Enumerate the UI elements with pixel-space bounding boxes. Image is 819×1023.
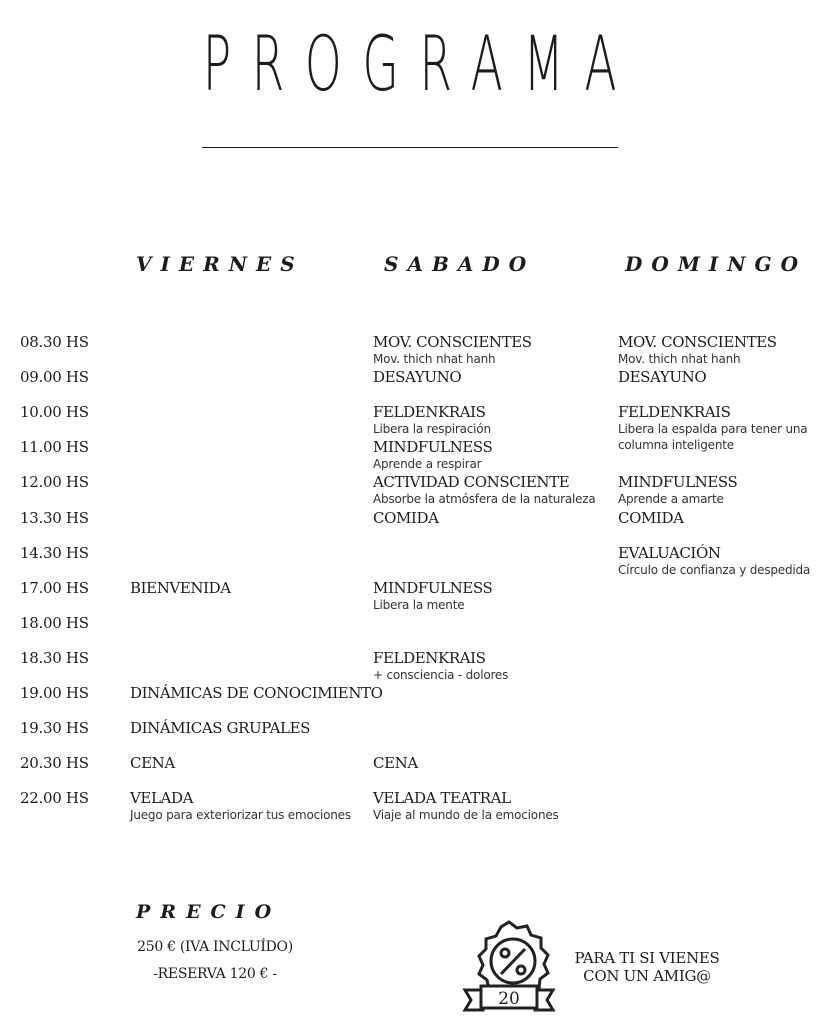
activity-title: FELDENKRAIS — [373, 649, 486, 667]
activity-description: Juego para exteriorizar tus emociones — [130, 808, 351, 822]
activity-cell-fri — [130, 719, 370, 737]
time-slot: 08.30 HS — [20, 333, 89, 351]
price-deposit: -RESERVA 120 € - — [153, 966, 277, 982]
activity-description: Mov. thich nhat hanh — [618, 352, 741, 366]
activity-title: COMIDA — [618, 509, 684, 527]
activity-cell-sat — [373, 368, 613, 386]
activity-description: Libera la espalda para tener una columna inteligente — [618, 422, 808, 452]
activity-title: CENA — [130, 754, 175, 772]
activity-cell-fri — [130, 754, 370, 772]
activity-title: MOV. CONSCIENTES — [373, 333, 532, 351]
activity-title: DINÁMICAS DE CONOCIMIENTO — [130, 684, 383, 702]
activity-title: MOV. CONSCIENTES — [618, 333, 777, 351]
activity-cell-sat — [373, 438, 613, 472]
activity-description: Mov. thich nhat hanh — [373, 352, 496, 366]
badge-number: 20 — [498, 989, 520, 1009]
time-slot: 19.00 HS — [20, 684, 89, 702]
activity-description: + consciencia - dolores — [373, 668, 509, 682]
day-header-domingo: DOMINGO — [625, 252, 808, 276]
activity-cell-sun — [618, 403, 819, 453]
activity-title: VELADA TEATRAL — [373, 789, 511, 807]
activity-description: Aprende a respirar — [373, 457, 482, 471]
activity-title: COMIDA — [373, 509, 439, 527]
activity-title: MINDFULNESS — [373, 579, 493, 597]
activity-title: FELDENKRAIS — [618, 403, 731, 421]
title-divider — [202, 147, 618, 148]
activity-title: DESAYUNO — [618, 368, 707, 386]
activity-description: Aprende a amarte — [618, 492, 724, 506]
activity-cell-sun — [618, 509, 819, 527]
activity-cell-sat — [373, 333, 613, 367]
activity-cell-sat — [373, 789, 613, 823]
time-slot: 10.00 HS — [20, 403, 89, 421]
time-slot: 12.00 HS — [20, 473, 89, 491]
activity-title: DINÁMICAS GRUPALES — [130, 719, 310, 737]
price-amount: 250 € (IVA INCLUÍDO) — [137, 939, 293, 955]
activity-title: VELADA — [130, 789, 194, 807]
time-slot: 09.00 HS — [20, 368, 89, 386]
activity-cell-fri — [130, 789, 370, 823]
activity-cell-sat — [373, 649, 613, 683]
activity-title: ACTIVIDAD CONSCIENTE — [373, 473, 570, 491]
activity-cell-sat — [373, 473, 613, 507]
activity-cell-sun — [618, 368, 819, 386]
activity-title: DESAYUNO — [373, 368, 462, 386]
activity-cell-sun — [618, 333, 819, 367]
time-slot: 22.00 HS — [20, 789, 89, 807]
promo-line-1: PARA TI SI VIENES — [574, 949, 720, 967]
activity-cell-fri — [130, 684, 383, 702]
activity-cell-sun — [618, 473, 819, 507]
day-header-viernes: VIERNES — [136, 252, 304, 276]
percent-icon — [501, 949, 525, 974]
activity-cell-sat — [373, 509, 613, 527]
activity-title: EVALUACIÓN — [618, 544, 721, 562]
activity-title: MINDFULNESS — [618, 473, 738, 491]
day-header-sabado: SABADO — [384, 252, 536, 276]
time-slot: 18.00 HS — [20, 614, 89, 632]
time-slot: 20.30 HS — [20, 754, 89, 772]
activity-title: CENA — [373, 754, 418, 772]
activity-description: Viaje al mundo de la emociones — [373, 808, 559, 822]
activity-cell-sun — [618, 544, 819, 578]
discount-badge — [461, 918, 557, 1018]
activity-description: Círculo de confianza y despedida — [618, 563, 811, 577]
activity-title: FELDENKRAIS — [373, 403, 486, 421]
time-slot: 19.30 HS — [20, 719, 89, 737]
promo-line-2: CON UN AMIG@ — [583, 967, 711, 985]
activity-cell-sat — [373, 754, 613, 772]
time-slot: 13.30 HS — [20, 509, 89, 527]
price-heading: PRECIO — [136, 901, 282, 923]
activity-description: Libera la respiración — [373, 422, 491, 436]
time-slot: 11.00 HS — [20, 438, 89, 456]
activity-cell-sat — [373, 579, 613, 613]
activity-description: Libera la mente — [373, 598, 465, 612]
activity-cell-sat — [373, 403, 613, 437]
promo-text — [562, 949, 732, 985]
time-slot: 18.30 HS — [20, 649, 89, 667]
activity-title: BIENVENIDA — [130, 579, 231, 597]
time-slot: 17.00 HS — [20, 579, 89, 597]
activity-title: MINDFULNESS — [373, 438, 493, 456]
activity-cell-fri — [130, 579, 370, 597]
activity-description: Absorbe la atmósfera de la naturaleza — [373, 492, 596, 506]
page-title: PROGRAMA — [202, 19, 638, 108]
time-slot: 14.30 HS — [20, 544, 89, 562]
